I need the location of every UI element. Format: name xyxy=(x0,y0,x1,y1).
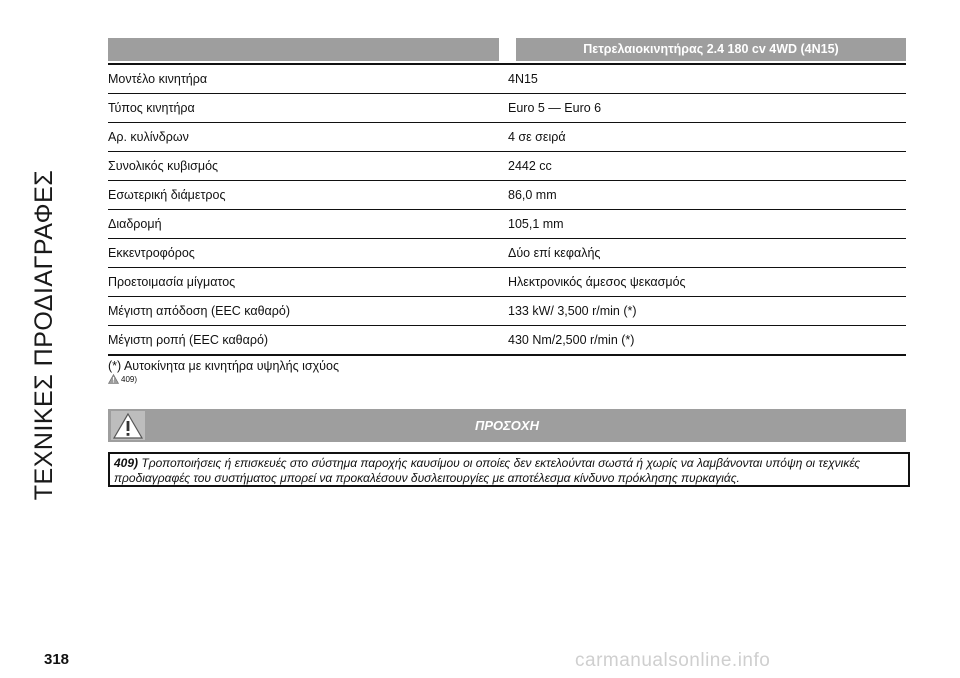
spec-label: Μέγιστη απόδοση (EEC καθαρό) xyxy=(108,304,291,318)
spec-value: Euro 5 — Euro 6 xyxy=(508,101,602,115)
page-number: 318 xyxy=(44,651,70,668)
spec-label: Τύπος κινητήρα xyxy=(108,101,195,115)
spec-label: Συνολικός κυβισμός xyxy=(108,159,219,173)
spec-value: 133 kW/ 3,500 r/min (*) xyxy=(508,304,637,318)
spec-row xyxy=(108,152,906,181)
warning-reference-marker[interactable] xyxy=(108,374,137,384)
spec-table xyxy=(108,65,906,356)
spec-row xyxy=(108,239,906,268)
section-side-title: ΤΕΧΝΙΚΕΣ ΠΡΟΔΙΑΓΡΑΦΕΣ xyxy=(30,169,58,501)
spec-value: 4 σε σειρά xyxy=(508,130,566,144)
warning-header xyxy=(108,409,906,442)
spec-row xyxy=(108,268,906,297)
spec-value: 86,0 mm xyxy=(508,188,557,202)
warning-text-ref: 409) xyxy=(114,456,139,470)
spec-label: Μέγιστη ροπή (EEC καθαρό) xyxy=(108,333,269,347)
spec-table-column-header: Πετρελαιοκινητήρας 2.4 180 cv 4WD (4N15) xyxy=(516,38,906,61)
warning-triangle-icon xyxy=(108,374,119,384)
spec-row xyxy=(108,94,906,123)
site-watermark: carmanualsonline.info xyxy=(575,650,771,671)
spec-value: Δύο επί κεφαλής xyxy=(508,246,601,260)
spec-row xyxy=(108,65,906,94)
warning-title: ΠΡΟΣΟΧΗ xyxy=(475,418,539,433)
spec-row xyxy=(108,326,906,356)
warning-reference-number: 409) xyxy=(121,374,138,384)
warning-text: Τροποποιήσεις ή επισκευές στο σύστημα παροχής καυσίμου οι οποίες δεν εκτελούνται σωστά ή χωρίς να λαμβάνονται υπόψη οι τεχνικές προδιαγραφές του συστήματος μπορεί να προκαλέσουν δυσλειτουργίες με αποτέλεσμα κίνδυνο πρόκλησης πυρκαγιάς. xyxy=(114,456,861,485)
spec-value: Ηλεκτρονικός άμεσος ψεκασμός xyxy=(508,275,686,289)
spec-label: Διαδρομή xyxy=(108,217,162,231)
spec-label: Μοντέλο κινητήρα xyxy=(108,72,208,86)
spec-footnote: (*) Αυτοκίνητα με κινητήρα υψηλής ισχύος xyxy=(108,359,339,373)
spec-table-header-blank xyxy=(108,38,499,61)
spec-label: Εσωτερική διάμετρος xyxy=(108,188,226,202)
spec-row xyxy=(108,181,906,210)
spec-row xyxy=(108,210,906,239)
spec-value: 105,1 mm xyxy=(508,217,564,231)
spec-value: 4N15 xyxy=(508,72,538,86)
spec-label: Εκκεντροφόρος xyxy=(108,246,195,260)
spec-value: 2442 cc xyxy=(508,159,552,173)
spec-value: 430 Nm/2,500 r/min (*) xyxy=(508,333,635,347)
spec-row xyxy=(108,297,906,326)
warning-text-box xyxy=(108,452,910,487)
spec-label: Προετοιμασία μίγματος xyxy=(108,275,236,289)
spec-label: Αρ. κυλίνδρων xyxy=(108,130,189,144)
spec-row xyxy=(108,123,906,152)
